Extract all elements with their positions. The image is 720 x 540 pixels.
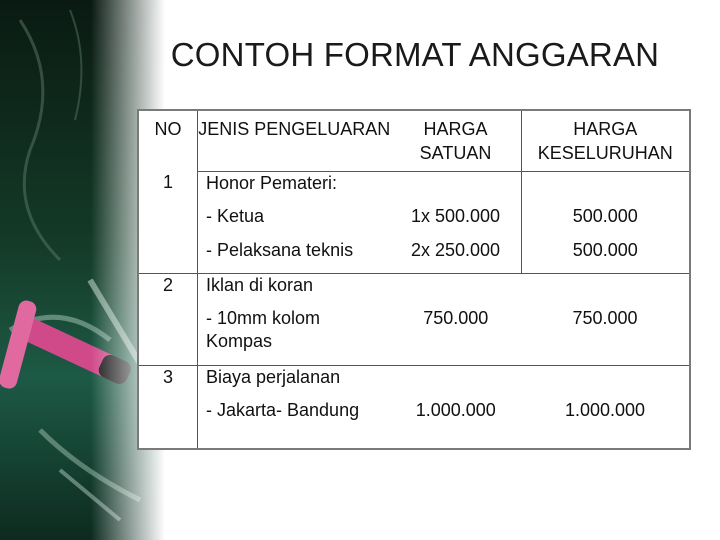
row-jenis: - Jakarta- Bandung [206,400,360,420]
row-no [139,239,198,273]
header-harga-satuan: HARGA SATUAN [391,111,522,171]
row-harga-keseluruhan: 1.000.000 [564,400,646,420]
page-title: CONTOH FORMAT ANGGARAN [170,36,660,73]
table-row [139,273,689,307]
row-no [139,307,198,365]
row-harga-keseluruhan [521,273,689,307]
row-harga-keseluruhan [521,171,689,205]
row-harga-satuan: 750.000 [423,308,489,328]
row-harga-satuan: 1x 500.000 [410,206,501,226]
row-harga-satuan [391,365,522,399]
row-harga-keseluruhan: 500.000 [521,239,689,273]
row-jenis: - 10mm kolom Kompas [206,308,321,351]
header-jenis-pengeluaran: JENIS PENGELUARAN [198,119,391,139]
row-no [139,205,198,239]
table-row [139,205,689,239]
table-row [139,239,689,273]
row-jenis: Honor Pemateri: [198,171,391,205]
row-no: 3 [139,365,198,399]
table-row [139,307,689,365]
row-harga-satuan [391,273,522,307]
budget-table [137,109,691,450]
row-harga-satuan [391,171,522,205]
row-harga-satuan: 2x 250.000 [410,240,501,260]
row-no: 2 [139,273,198,307]
table-row [139,365,689,399]
row-no [139,399,198,448]
table-header-row [139,111,689,171]
row-harga-keseluruhan [521,365,689,399]
table-row [139,399,689,448]
header-no: NO [139,111,198,171]
row-jenis: - Pelaksana teknis [206,240,354,260]
row-no: 1 [139,171,198,205]
row-harga-keseluruhan: 500.000 [521,205,689,239]
table-row [139,171,689,205]
row-harga-satuan: 1.000.000 [415,400,496,420]
row-jenis: - Ketua [206,206,265,226]
row-jenis: Biaya perjalanan [198,365,391,399]
header-harga-keseluruhan: HARGA KESELURUHAN [537,119,673,163]
row-jenis: Iklan di koran [198,273,391,307]
row-harga-keseluruhan: 750.000 [572,308,638,328]
